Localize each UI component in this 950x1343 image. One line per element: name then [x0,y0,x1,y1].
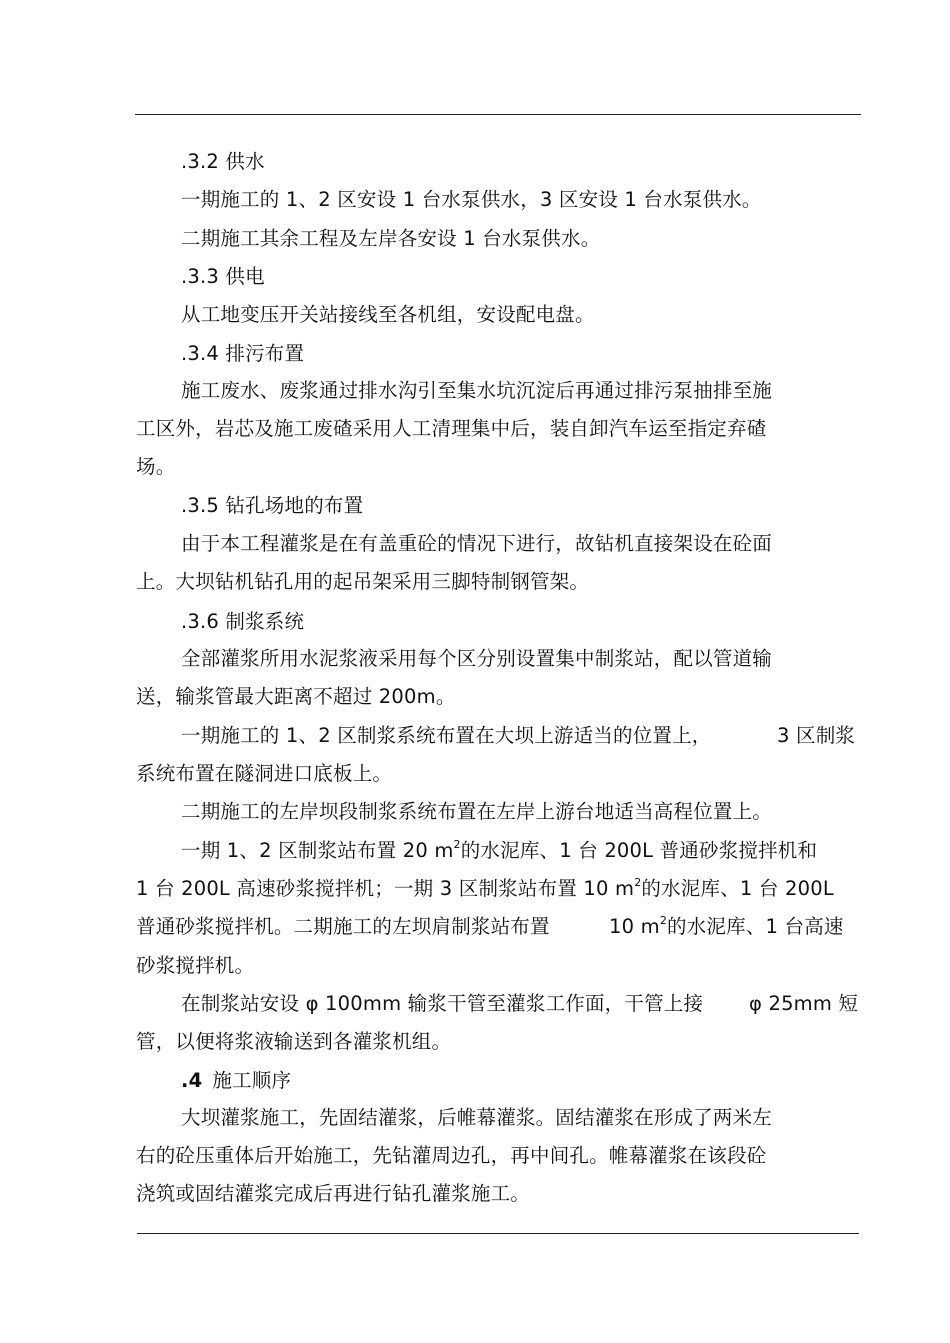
paragraph-grout-system-line-2: 送，输浆管最大距离不超过 200m。 [136,685,456,708]
superscript-2: 2 [453,838,461,851]
section-4-title: 施工顺序 [212,1069,292,1092]
superscript-2: 2 [634,876,642,889]
stations-line-2-text-b: 的水泥库、1 台 200L [641,877,834,900]
paragraph-pipes-line-1b: φ 25mm 短 [749,992,859,1015]
paragraph-phase1-layout-line-1a: 一期施工的 1、2 区制浆系统布置在大坝上游适当的位置上， [181,724,712,747]
paragraph-stations-line-3a: 普通砂浆搅拌机。二期施工的左坝肩制浆站布置 [136,915,550,938]
section-4-heading [181,1071,291,1091]
section-3-4-heading: .3.4 排污布置 [181,342,305,365]
paragraph-water-supply-2: 二期施工其余工程及左岸各安设 1 台水泵供水。 [181,227,601,250]
stations-line-2-text-a: 1 台 200L 高速砂浆搅拌机；一期 3 区制浆站布置 10 m [136,877,635,900]
section-3-5-heading: .3.5 钻孔场地的布置 [181,494,364,517]
header-rule [135,114,861,115]
paragraph-stations-line-1 [181,838,818,862]
paragraph-drill-site-line-1: 由于本工程灌浆是在有盖重砼的情况下进行，故钻机直接架设在砼面 [181,532,773,555]
paragraph-water-supply-1: 一期施工的 1、2 区安设 1 台水泵供水，3 区安设 1 台水泵供水。 [181,188,762,211]
stations-line-3-area: 10 m [609,915,660,938]
superscript-2: 2 [659,914,668,927]
paragraph-drill-site-line-2: 上。大坝钻机钻孔用的起吊架采用三脚特制钢管架。 [136,570,590,593]
stations-line-1-text-a: 一期 1、2 区制浆站布置 20 m [181,839,454,862]
footer-rule [137,1233,859,1234]
paragraph-drainage-line-3: 场。 [136,455,176,478]
paragraph-drainage-line-2: 工区外，岩芯及施工废碴采用人工清理集中后，装自卸汽车运至指定弃碴 [136,417,767,440]
paragraph-drainage-line-1: 施工废水、废浆通过排水沟引至集水坑沉淀后再通过排污泵抽排至施 [181,379,773,402]
paragraph-pipes-line-2: 管，以便将浆液输送到各灌浆机组。 [136,1030,452,1053]
paragraph-stations-line-3b [609,914,844,938]
paragraph-sequence-line-1: 大坝灌浆施工，先固结灌浆，后帷幕灌浆。固结灌浆在形成了两米左 [181,1106,773,1129]
section-4-number: .4 [181,1069,203,1092]
paragraph-phase2-layout: 二期施工的左岸坝段制浆系统布置在左岸上游台地适当高程位置上。 [181,800,773,823]
stations-line-1-text-b: 的水泥库、1 台 200L 普通砂浆搅拌机和 [460,839,818,862]
section-3-6-heading: .3.6 制浆系统 [181,610,305,633]
paragraph-power-supply: 从工地变压开关站接线至各机组，安设配电盘。 [181,303,595,326]
paragraph-phase1-layout-line-1b: 3 区制浆 [777,724,856,747]
paragraph-grout-system-line-1: 全部灌浆所用水泥浆液采用每个区分别设置集中制浆站，配以管道输 [181,647,773,670]
paragraph-sequence-line-3: 浇筑或固结灌浆完成后再进行钻孔灌浆施工。 [136,1182,531,1205]
paragraph-stations-line-2 [136,876,834,900]
section-3-2-heading: .3.2 供水 [181,150,265,173]
paragraph-pipes-line-1a: 在制浆站安设 φ 100mm 输浆干管至灌浆工作面，干管上接 [181,992,704,1015]
paragraph-stations-line-4: 砂浆搅拌机。 [136,954,255,977]
paragraph-phase1-layout-line-2: 系统布置在隧洞进口底板上。 [136,762,393,785]
paragraph-sequence-line-2: 右的砼压重体后开始施工，先钻灌周边孔，再中间孔。帷幕灌浆在该段砼 [136,1144,767,1167]
stations-line-3-text-c: 的水泥库、1 台高速 [667,915,844,938]
section-3-3-heading: .3.3 供电 [181,265,265,288]
